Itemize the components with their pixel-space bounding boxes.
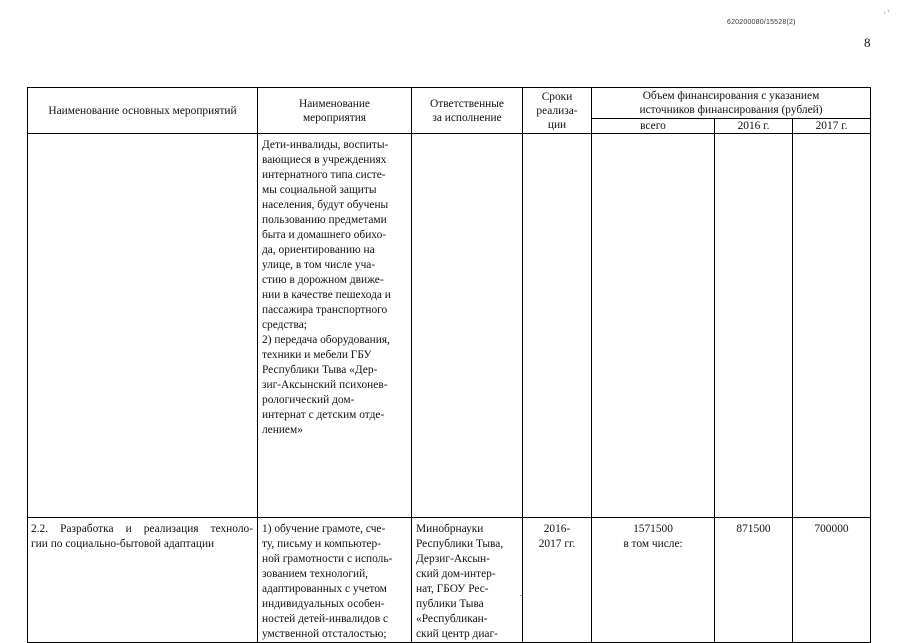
period-line: 2017 гг. (538, 538, 576, 550)
responsible-line: Минобрнауки (416, 523, 484, 535)
period-line: 2016- (543, 523, 571, 535)
activity-text-line: интернат с детским отде- (262, 409, 385, 421)
col-header-period-line: Сроки (541, 90, 573, 103)
activity-text-line: ной грамотности с исполь- (262, 553, 393, 565)
activity-text-line: ностей детей-инвалидов с (262, 613, 389, 625)
main-activity-line: 2.2. Разработка и реализация техноло- (31, 523, 253, 535)
activity-text-line: 2) передача оборудования, (262, 334, 390, 346)
activity-text-line: зиг-Аксынский психонев- (262, 379, 388, 391)
table-row (28, 518, 871, 643)
col-header-activity-line: Наименование (299, 97, 370, 110)
cell-main-activity (28, 518, 258, 643)
amount-2016: 871500 (736, 523, 771, 535)
activity-text-line: Республики Тыва «Дер- (262, 364, 378, 376)
cell-activity-description (258, 134, 412, 518)
page-number: 8 (864, 35, 871, 50)
total-note: в том числе: (623, 538, 683, 550)
cell-period (523, 518, 592, 643)
total-amount: 1571500 (633, 523, 673, 535)
col-header-responsible-line: Ответственные (430, 97, 504, 110)
col-header-total: всего (592, 119, 715, 134)
document-id: 620200080/15528(2) (727, 19, 796, 26)
activity-text-line: пользованию предметами (262, 214, 387, 226)
activity-text-line: интернатного типа систе- (262, 169, 386, 181)
col-header-activity-line: мероприятия (302, 111, 367, 124)
responsible-line: публики Тыва (416, 598, 484, 610)
amount-2017: 700000 (814, 523, 849, 535)
activity-text-line: ту, письму и компьютер- (262, 538, 382, 550)
activity-text-line: средства; (262, 319, 307, 331)
responsible-line: Дерзиг-Аксын- (416, 553, 490, 565)
activity-text-line: умственной отсталостью; (262, 628, 387, 640)
col-header-main-activities-text: Наименование основных мероприятий (48, 104, 237, 117)
table-row (28, 134, 871, 518)
col-header-period (523, 88, 592, 134)
activity-text-line: 1) обучение грамоте, сче- (262, 523, 386, 535)
cell-2016-empty (715, 134, 793, 518)
responsible-line: «Республикан- (416, 613, 488, 625)
cell-activity-description (258, 518, 412, 643)
header-row-1 (28, 88, 871, 119)
activities-table (27, 87, 871, 643)
col-header-responsible-line: за исполнение (432, 111, 502, 124)
activity-text-line: населения, будут обучены (262, 199, 389, 211)
cell-responsible-empty (412, 134, 523, 518)
responsible-line: нат, ГБОУ Рес- (416, 583, 489, 595)
activity-text-line: индивидуальных особен- (262, 598, 385, 610)
col-header-period-line: реализа- (536, 104, 578, 117)
activity-text-line: да, ориентированию на (262, 244, 375, 256)
col-header-financing-line: Объем финансирования с указанием (642, 90, 820, 102)
cell-period-empty (523, 134, 592, 518)
corner-scan-mark: ᶜ ᶻ (882, 7, 892, 18)
col-header-2017: 2017 г. (793, 119, 871, 134)
activity-text-line: техники и мебели ГБУ (262, 349, 372, 361)
activity-text-line: быта и домашнего обихо- (262, 229, 387, 241)
cell-total-empty (592, 134, 715, 518)
col-header-activity (258, 88, 412, 134)
activity-text-line: стию в дорожном движе- (262, 274, 384, 286)
col-header-financing (592, 88, 871, 119)
col-header-2016: 2016 г. (715, 119, 793, 134)
col-header-period-line: ции (547, 118, 567, 131)
cell-main-activity-empty (28, 134, 258, 518)
cell-2017 (793, 518, 871, 643)
responsible-line: Республики Тыва, (416, 538, 504, 550)
activity-text-line: зованием технологий, (262, 568, 369, 580)
cell-2017-empty (793, 134, 871, 518)
activity-text-line: мы социальной защиты (262, 184, 377, 196)
activity-text-line: пассажира транспортного (262, 304, 388, 316)
main-activity-line: гии по социально-бытовой адаптации (31, 538, 215, 550)
activity-text-line: рологический дом- (262, 394, 355, 406)
cell-2016 (715, 518, 793, 643)
cell-total (592, 518, 715, 643)
activity-text-line: лением» (262, 424, 303, 436)
responsible-line: ский дом-интер- (416, 568, 496, 580)
col-header-financing-line: источников финансирования (рублей) (639, 104, 823, 116)
activity-text-line: нии в качестве пешехода и (262, 289, 391, 301)
cell-responsible (412, 518, 523, 643)
activity-text-line: вающиеся в учреждениях (262, 154, 387, 166)
col-header-responsible (412, 88, 523, 134)
activity-text-line: адаптированных с учетом (262, 583, 387, 595)
responsible-line: ский центр диаг- (416, 628, 498, 640)
activity-text-line: улице, в том числе уча- (262, 259, 376, 271)
activity-text-line: Дети-инвалиды, воспиты- (262, 139, 389, 151)
col-header-main-activities (28, 88, 258, 134)
